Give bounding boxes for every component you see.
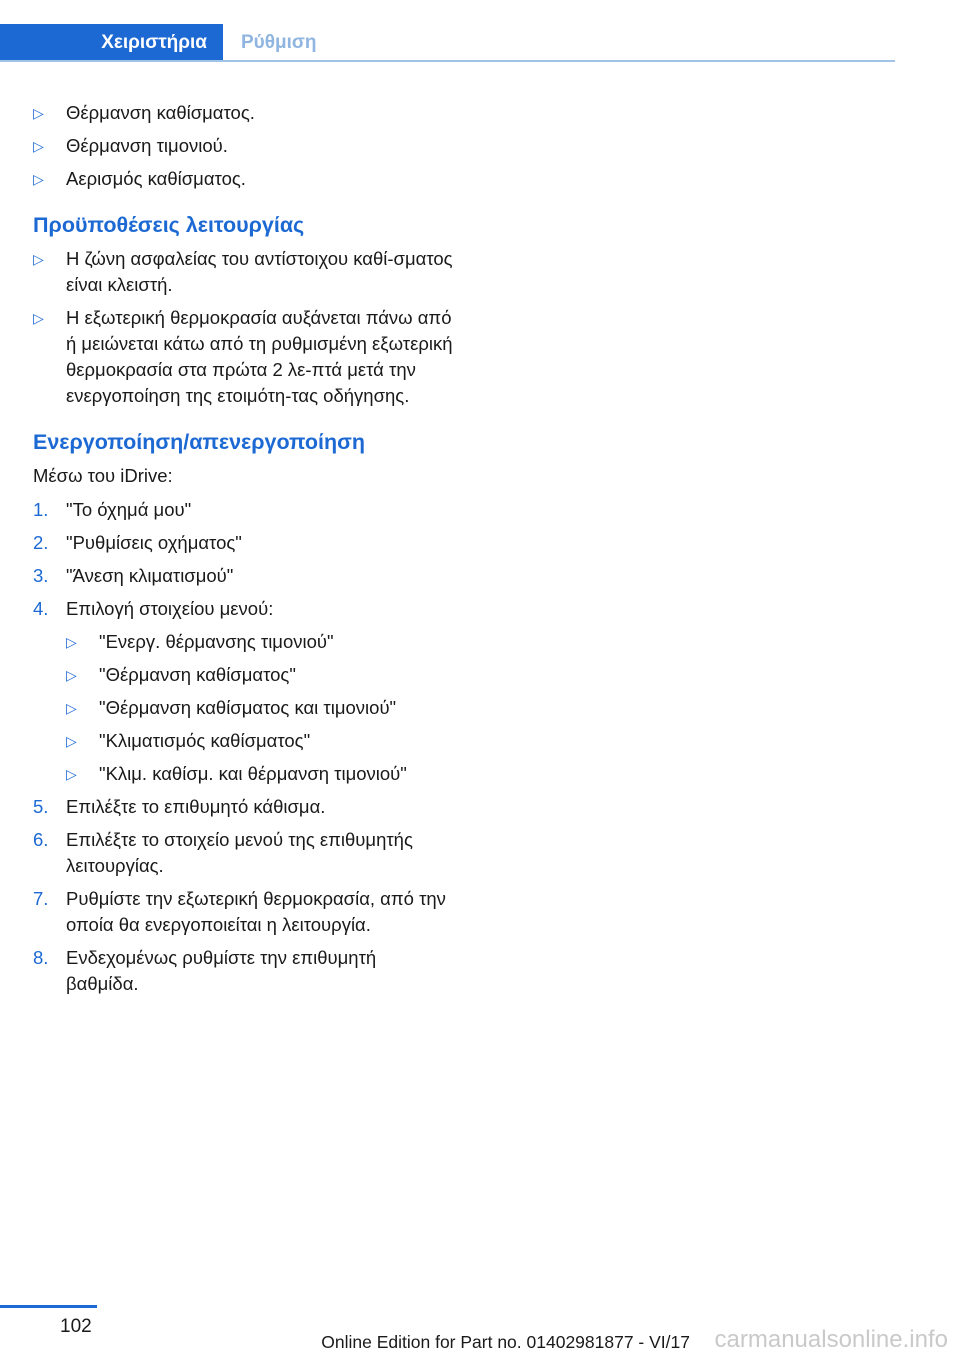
tab-controls[interactable]: Χειριστήρια [0,24,223,61]
step-item: 6. Επιλέξτε το στοιχείο μενού της επιθυμητής λειτουργίας. [33,829,413,876]
triangle-bullet-icon: ▷ [33,138,44,154]
sub-list-item: ▷ "Θέρμανση καθίσματος" [33,662,453,688]
sub-list-item: ▷ "Κλιμ. καθίσμ. και θέρμανση τιμονιού" [33,761,453,787]
page-content [33,100,453,1004]
list-item: ▷ Αερισμός καθίσματος. [33,166,453,192]
triangle-bullet-icon: ▷ [66,634,77,650]
list-item: ▷ Θέρμανση καθίσματος. [33,100,453,126]
triangle-bullet-icon: ▷ [66,766,77,782]
step-item: 4. Επιλογή στοιχείου μενού: [33,598,274,619]
sub-list-item: ▷ "Ενεργ. θέρμανσης τιμονιού" [33,629,453,655]
list-item: ▷ Η εξωτερική θερμοκρασία αυξάνεται πάνω από ή μειώνεται κάτω από τη ρυθμισμένη εξωτερική θερμοκρασία στα πρώτα 2 λε-πτά μετά την ενεργοποίηση της ετοιμότη-τας οδήγησης. [33,307,453,406]
triangle-bullet-icon: ▷ [33,310,44,326]
sub-list-item: ▷ "Θέρμανση καθίσματος και τιμονιού" [33,695,453,721]
triangle-bullet-icon: ▷ [66,733,77,749]
edition-footer: Online Edition for Part no. 01402981877 - VI/17 [321,1332,690,1352]
step-item: 5. Επιλέξτε το επιθυμητό κάθισμα. [33,796,326,817]
triangle-bullet-icon: ▷ [66,667,77,683]
step-item: 8. Ενδεχομένως ρυθμίστε την επιθυμητή βαθμίδα. [33,947,377,994]
header-underline [0,60,895,62]
watermark: carmanualsonline.info [714,1326,948,1353]
intro-text: Μέσω του iDrive: [33,465,173,486]
step-item: 3. "Άνεση κλιματισμού" [33,565,234,586]
list-item: ▷ Η ζώνη ασφαλείας του αντίστοιχου καθί-σματος είναι κλειστή. [33,248,453,295]
step-item: 7. Ρυθμίστε την εξωτερική θερμοκρασία, από την οποία θα ενεργοποιείται η λειτουργία. [33,888,446,935]
sub-list-item: ▷ "Κλιματισμός καθίσματος" [33,728,453,754]
page-number: 102 [60,1316,92,1337]
triangle-bullet-icon: ▷ [33,171,44,187]
triangle-bullet-icon: ▷ [66,700,77,716]
step-item: 1. "Το όχημά μου" [33,499,192,520]
tab-adjustment[interactable]: Ρύθμιση [241,32,317,53]
step-item: 2. "Ρυθμίσεις οχήματος" [33,532,242,553]
triangle-bullet-icon: ▷ [33,251,44,267]
list-item: ▷ Θέρμανση τιμονιού. [33,133,453,159]
section-heading-conditions: Προϋποθέσεις λειτουργίας [33,213,305,237]
triangle-bullet-icon: ▷ [33,105,44,121]
page-number-rule [0,1305,97,1308]
section-heading-activation: Ενεργοποίηση/απενεργοποίηση [33,430,365,454]
